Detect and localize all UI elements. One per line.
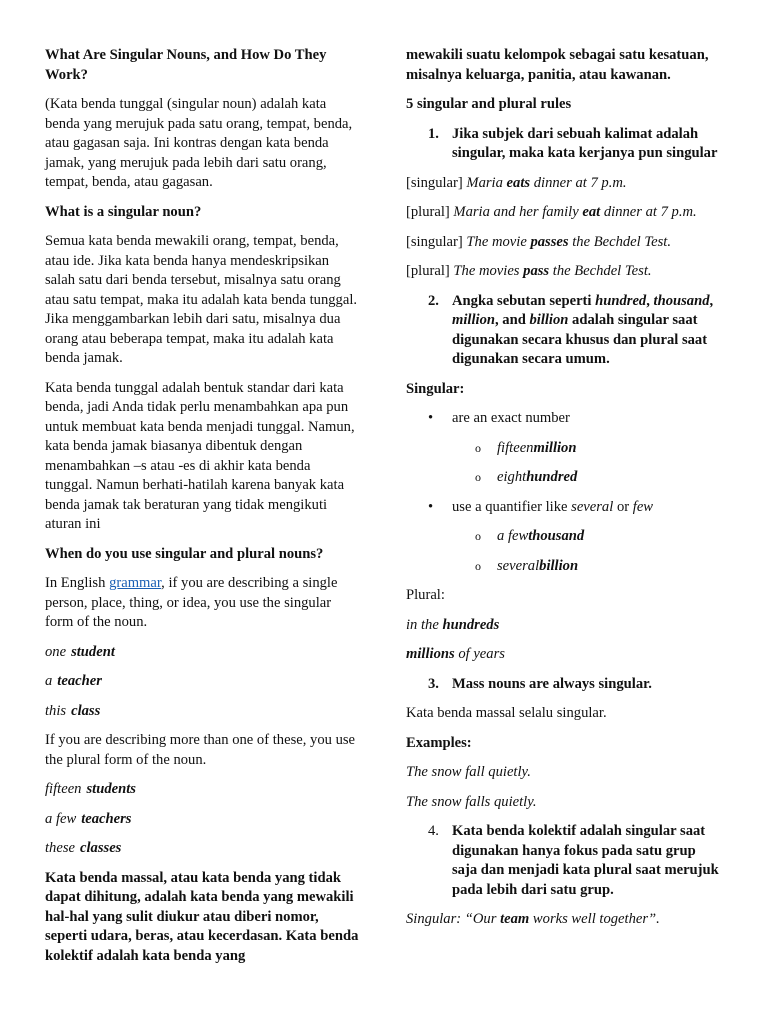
grammar-link[interactable]: grammar — [109, 575, 162, 591]
example-noun: team — [500, 911, 530, 927]
example-noun: hundreds — [442, 616, 500, 633]
rule-text: , — [709, 292, 714, 309]
circle-bullet-icon: o — [475, 440, 481, 455]
rule-2 — [406, 292, 724, 370]
rule-number: 2. — [428, 292, 439, 309]
singular-label: Singular: — [406, 380, 465, 397]
paragraph-definition: Semua kata benda mewakili orang, tempat, benda, atau ide. Jika kata benda hanya mendeskripsikan salah satu dari benda tersebut, misalnya satu orang atau satu tempat, maka itu adalah kata benda tunggal. Jika menggambarkan lebih dari satu, misalnya dua orang atau beberapa tempat, maka itu adalah kata benda jamak. — [45, 233, 358, 366]
heading-when-to-use: When do you use singular and plural nouns? — [45, 545, 324, 562]
paragraph-mass-nouns: Kata benda massal, atau kata benda yang tidak dapat dihitung, adalah kata benda yang mewakili hal-hal yang sulit diukur atau diberi nomor, seperti udara, beras, atau kecerdasan. Kata benda kolektif adalah kata benda yang — [45, 869, 359, 964]
rule-text: Mass nouns are always singular. — [452, 675, 652, 692]
right-column — [406, 46, 724, 940]
example-plural — [45, 810, 361, 830]
rule-text: , and — [494, 312, 530, 328]
rule-number: 4. — [428, 823, 439, 839]
bullet-keyword: several — [571, 498, 614, 515]
example-determiner: several — [497, 557, 540, 574]
paragraph-standard-form: Kata benda tunggal adalah bentuk standar dari kata benda, jadi Anda tidak perlu menambahkan apa pun untuk membuat kata benda menjadi tunggal. Namun, kata benda jamak biasanya dibentuk dengan menambahkan –s atau -es di akhir kata benda tunggal. Namun berhati-hatilah karena banyak kata benda jamak tak beraturan yang tidak mengikuti aturan ini — [45, 379, 355, 532]
paragraph-english-grammar — [45, 574, 361, 633]
rule-keyword: hundred — [595, 292, 647, 309]
example-determiner: a few — [497, 528, 529, 544]
heading-what-is-singular: What is a singular noun? — [45, 203, 202, 220]
example-verb-agreement — [406, 233, 724, 253]
example-determiner: eight — [497, 469, 527, 485]
heading-rules: 5 singular and plural rules — [406, 96, 572, 112]
example-verb: passes — [530, 233, 569, 250]
paragraph-plural-form: If you are describing more than one of these, you use the plural form of the noun. — [45, 732, 356, 768]
example-plural — [406, 616, 724, 636]
rule-1 — [406, 125, 724, 164]
circle-bullet-icon: o — [475, 529, 481, 543]
example-verb: eat — [582, 204, 601, 220]
example-subject: The movies — [453, 263, 520, 279]
example-singular — [45, 643, 361, 663]
example-rest: dinner at 7 p.m. — [533, 174, 627, 191]
example-sentence: The snow fall quietly. — [406, 764, 531, 780]
bullet-icon: • — [428, 410, 434, 426]
bullet-icon: • — [428, 498, 434, 515]
sub-bullet-item — [406, 527, 724, 547]
circle-bullet-icon: o — [475, 470, 481, 484]
example-noun: thousand — [528, 528, 585, 544]
example-noun: teachers — [81, 810, 132, 827]
sub-bullet-item — [406, 439, 724, 459]
rule-text: Angka sebutan seperti — [452, 292, 596, 309]
example-tag: [singular] — [406, 174, 463, 191]
example-subject: Maria and her family — [453, 204, 579, 220]
rule-text: adalah singular saat digunakan secara khusus dan plural saat digunakan secara umum. — [452, 312, 708, 367]
example-sentence: The snow falls quietly. — [406, 793, 537, 810]
rule-text: , — [646, 292, 654, 309]
example-plural — [45, 839, 361, 859]
example-tag: [plural] — [406, 204, 450, 220]
example-noun: hundred — [526, 469, 578, 485]
example-determiner: a few — [45, 810, 77, 827]
example-determiner: one — [45, 643, 67, 660]
heading-singular-nouns: What Are Singular Nouns, and How Do They Work? — [45, 47, 327, 83]
rule-number: 1. — [428, 125, 439, 142]
example-subject: Maria — [466, 174, 503, 191]
example-determiner: this — [45, 702, 67, 719]
example-verb: pass — [523, 263, 550, 279]
bullet-text: are an exact number — [452, 410, 570, 426]
bullet-keyword: few — [632, 498, 654, 515]
example-plural — [45, 780, 361, 800]
bullet-item — [406, 409, 724, 429]
circle-bullet-icon: o — [475, 558, 481, 573]
rule-text: Jika subjek dari sebuah kalimat adalah singular, maka kata kerjanya pun singular — [452, 125, 718, 161]
example-verb-agreement — [406, 262, 724, 282]
rule-4 — [406, 822, 724, 900]
example-verb: eats — [506, 174, 531, 191]
example-determiner: a — [45, 673, 53, 689]
paragraph-mass-singular: Kata benda massal selalu singular. — [406, 705, 607, 721]
example-collective — [406, 910, 724, 930]
rule-3 — [406, 675, 724, 695]
example-noun: student — [71, 643, 115, 660]
example-determiner: in the — [406, 616, 439, 633]
example-subject: Singular: “Our — [406, 911, 497, 927]
example-noun: millions — [406, 646, 455, 662]
example-noun: classes — [80, 840, 122, 856]
paragraph-text: , if you are describing a single person, place, thing, or idea, you use the singular form of the noun. — [45, 575, 338, 630]
examples-label: Examples: — [406, 734, 472, 751]
example-rest: the Bechdel Test. — [572, 233, 671, 250]
paragraph-intro: (Kata benda tunggal (singular noun) adalah kata benda yang merujuk pada satu orang, tempat, benda, atau gagasan saja. Ini kontras dengan kata benda jamak, yang merujuk pada lebih dari satu orang, tempat, benda, atau gagasan. — [45, 96, 353, 190]
paragraph-continued: mewakili suatu kelompok sebagai satu kesatuan, misalnya keluarga, panitia, atau kawanan. — [406, 47, 709, 83]
sub-bullet-item — [406, 557, 724, 577]
example-rest: the Bechdel Test. — [552, 263, 652, 279]
example-noun: teacher — [57, 673, 102, 689]
example-rest: dinner at 7 p.m. — [603, 204, 697, 220]
example-determiner: fifteen — [497, 439, 534, 456]
example-singular — [45, 702, 361, 722]
rule-keyword: thousand — [653, 292, 710, 309]
bullet-text: or — [613, 498, 633, 515]
example-determiner: these — [45, 840, 75, 856]
left-column — [45, 46, 361, 976]
example-noun: class — [71, 702, 101, 719]
example-noun: billion — [539, 557, 579, 574]
rule-keyword: million — [452, 312, 495, 328]
rule-number: 3. — [428, 675, 439, 692]
example-rest: works well together”. — [532, 911, 660, 927]
example-noun: million — [533, 439, 577, 456]
example-singular — [45, 672, 361, 692]
example-verb-agreement — [406, 203, 724, 223]
paragraph-text: In English — [45, 575, 110, 591]
example-noun: students — [86, 781, 136, 797]
example-determiner: fifteen — [45, 781, 82, 797]
example-tag: [singular] — [406, 233, 463, 250]
bullet-item — [406, 498, 724, 518]
example-verb-agreement — [406, 174, 724, 194]
example-subject: The movie — [466, 233, 527, 250]
sub-bullet-item — [406, 468, 724, 488]
example-tag: [plural] — [406, 263, 450, 279]
example-rest: of years — [458, 646, 505, 662]
bullet-text: use a quantifier like — [452, 498, 572, 515]
plural-label: Plural: — [406, 587, 445, 603]
example-plural — [406, 645, 724, 665]
rule-text: Kata benda kolektif adalah singular saat digunakan hanya fokus pada satu grup saja dan menjadi kata plural saat merujuk pada lebih dari satu grup. — [452, 823, 719, 898]
rule-keyword: billion — [529, 312, 569, 328]
